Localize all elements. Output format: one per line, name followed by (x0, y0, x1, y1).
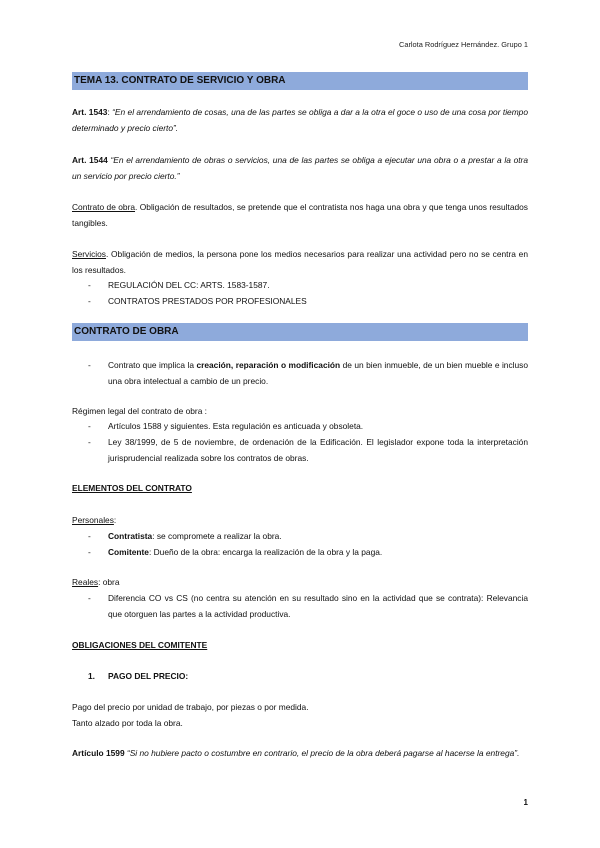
list-item: - REGULACIÓN DEL CC: ARTS. 1583-1587. (88, 280, 270, 290)
obligaciones-heading: OBLIGACIONES DEL COMITENTE (72, 640, 208, 650)
article-ref: Art. 1543 (72, 107, 108, 117)
section-title-tema13: TEMA 13. CONTRATO DE SERVICIO Y OBRA (72, 72, 528, 90)
regimen-title: Régimen legal del contrato de obra : (72, 406, 208, 416)
article-1543 (72, 104, 528, 136)
reales-label: Reales: obra (72, 577, 120, 587)
servicios-definition (72, 246, 528, 278)
article-ref: Artículo 1599 (72, 748, 125, 758)
section-title-contrato-obra: CONTRATO DE OBRA (72, 323, 528, 341)
article-quote: “En el arrendamiento de obras o servicios, una de las partes se obliga a ejecutar una obra o a prestar a la otra un servicio por precio cierto.” (72, 155, 528, 181)
list-item: - Contratista: se compromete a realizar la obra. (88, 531, 282, 541)
numbered-item-pago: 1. PAGO DEL PRECIO: (88, 671, 189, 681)
contrato-obra-definition (72, 199, 528, 231)
article-ref: Art. 1544 (72, 155, 108, 165)
list-item: - Comitente: Dueño de la obra: encarga la realización de la obra y la paga. (88, 547, 383, 557)
page-number: 1 (523, 798, 528, 807)
article-sep: : (107, 107, 113, 117)
article-quote: “En el arrendamiento de cosas, una de las partes se obliga a dar a la otra el goce o uso de una cosa por tiempo determinado y precio cierto”. (72, 107, 528, 133)
elementos-heading: ELEMENTOS DEL CONTRATO (72, 483, 192, 493)
article-quote: “Si no hubiere pacto o costumbre en contrario, el precio de la obra deberá pagarse al hacerse la entrega”. (124, 748, 520, 758)
list-item: - Ley 38/1999, de 5 de noviembre, de ordenación de la Edificación. El legislador expone toda la interpretación jurisprudencial realizada sobre los contratos de obras. (88, 437, 528, 463)
list-item: - Contrato que implica la creación, reparación o modificación de un bien inmueble, de un bien mueble e incluso una obra intelectual a cambio de un precio. (88, 360, 529, 386)
list-item: - Diferencia CO vs CS (no centra su atención en su resultado sino en la actividad que se contrata): Relevancia que otorguen las partes a la actividad productiva. (88, 593, 528, 619)
term-contrato-obra: Contrato de obra (72, 202, 136, 212)
servicios-text: . Obligación de medios, la persona pone los medios necesarios para realizar una actividad pero no se centra en los resultados. (72, 249, 528, 275)
pago-line-1: Pago del precio por unidad de trabajo, por piezas o por medida. (72, 702, 309, 712)
pago-line-2: Tanto alzado por toda la obra. (72, 718, 183, 728)
list-item: - CONTRATOS PRESTADOS POR PROFESIONALES (88, 296, 307, 306)
personales-label: Personales: (72, 515, 117, 525)
article-1599 (72, 745, 528, 761)
article-1544 (72, 152, 528, 184)
contrato-obra-text: . Obligación de resultados, se pretende que el contratista nos haga una obra y que tenga unos resultados tangibles. (72, 202, 528, 228)
header-author: Carlota Rodríguez Hernández. Grupo 1 (399, 40, 528, 49)
list-item: - Artículos 1588 y siguientes. Esta regulación es anticuada y obsoleta. (88, 421, 364, 431)
term-servicios: Servicios (72, 249, 106, 259)
